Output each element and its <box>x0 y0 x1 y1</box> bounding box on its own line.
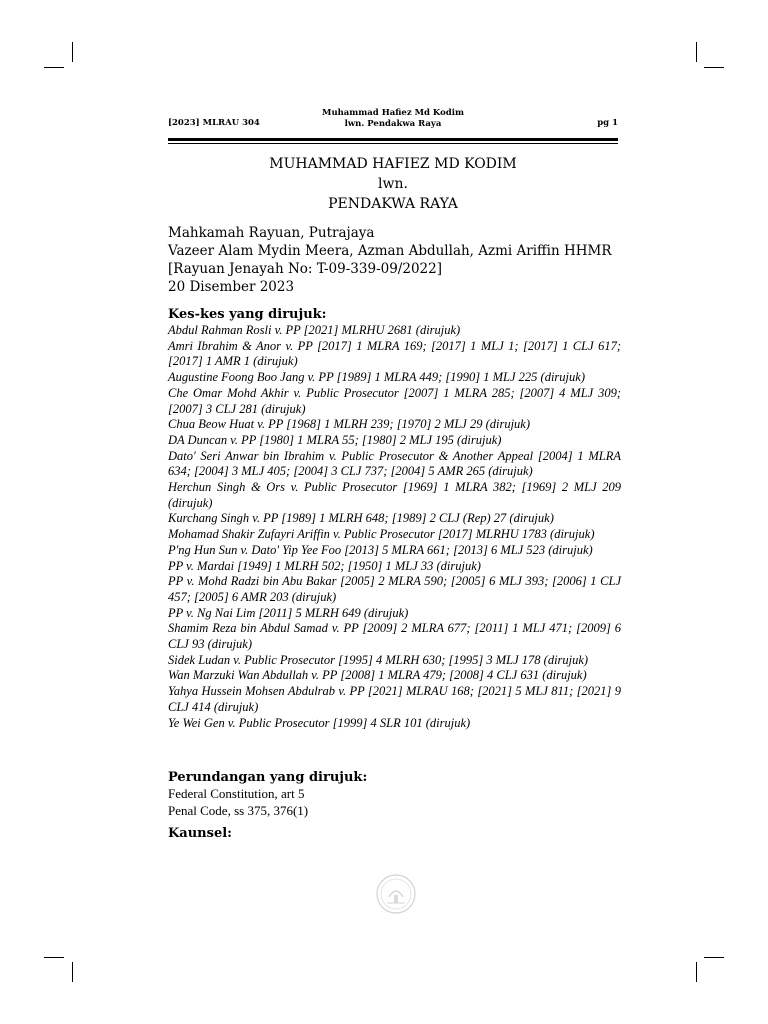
case-citation: P'ng Hun Sun v. Dato' Yip Yee Foo [2013] 5 MLRA 661; [2013] 6 MLJ 523 (dirujuk) <box>168 542 593 557</box>
case-citation: Shamim Reza bin Abdul Samad v. PP [2009] 2 MLRA 677; [2011] 1 MLJ 471; [2009] 6 CLJ 93 (dirujuk) <box>168 621 621 652</box>
legislation-item: Federal Constitution, art 5 <box>168 786 305 801</box>
header-citation: [2023] MLRAU 304 <box>168 118 260 128</box>
court-name: Mahkamah Rayuan, Putrajaya <box>168 225 375 241</box>
case-citation: Sidek Ludan v. Public Prosecutor [1995] 4 MLRH 630; [1995] 3 MLJ 178 (dirujuk) <box>168 652 589 667</box>
case-citation: DA Duncan v. PP [1980] 1 MLRA 55; [1980] 2 MLJ 195 (dirujuk) <box>168 432 502 447</box>
case-citation: Wan Marzuki Wan Abdullah v. PP [2008] 1 MLRA 479; [2008] 4 CLJ 631 (dirujuk) <box>168 668 587 683</box>
case-citation: Che Omar Mohd Akhir v. Public Prosecutor [2007] 1 MLRA 285; [2007] 4 MLJ 309; [2007] 3 CLJ 281 (dirujuk) <box>168 385 621 416</box>
header-page-number: pg 1 <box>597 118 618 128</box>
crop-mark <box>44 67 64 68</box>
case-citation: Abdul Rahman Rosli v. PP [2021] MLRHU 2681 (dirujuk) <box>168 323 461 337</box>
crop-mark <box>72 962 73 982</box>
legislation-section <box>168 770 621 819</box>
case-citation: Mohamad Shakir Zufayri Ariffin v. Public Prosecutor [2017] MLRHU 1783 (dirujuk) <box>168 527 595 542</box>
crop-mark <box>696 42 697 62</box>
judges: Vazeer Alam Mydin Meera, Azman Abdullah, Azmi Ariffin HHMR <box>168 243 612 259</box>
case-number: [Rayuan Jenayah No: T-09-339-09/2022] <box>168 261 442 277</box>
case-citation: PP v. Ng Nai Lim [2011] 5 MLRH 649 (dirujuk) <box>168 605 409 620</box>
case-citation: PP v. Mardai [1949] 1 MLRH 502; [1950] 1 MLJ 33 (dirujuk) <box>168 558 481 573</box>
case-citation: Yahya Hussein Mohsen Abdulrab v. PP [2021] MLRAU 168; [2021] 5 MLJ 811; [2021] 9 CLJ 414 (dirujuk) <box>168 684 621 714</box>
header-title-line1: Muhammad Hafiez Md Kodim <box>322 108 464 118</box>
case-citation: Dato' Seri Anwar bin Ibrahim v. Public Prosecutor & Another Appeal [2004] 1 MLRA 634; [2004] 3 MLJ 405; [2004] 3 CLJ 737; [2004] 5 AMR 265 (dirujuk) <box>168 448 621 479</box>
legislation-heading: Perundangan yang dirujuk: <box>168 770 368 785</box>
case-citation: Kurchang Singh v. PP [1989] 1 MLRH 648; [1989] 2 CLJ (Rep) 27 (dirujuk) <box>168 511 554 526</box>
cases-referred-heading: Kes-kes yang dirujuk: <box>168 307 327 322</box>
header-rule-thick <box>168 138 618 141</box>
court-details <box>168 224 628 296</box>
party-appellant: MUHAMMAD HAFIEZ MD KODIM <box>269 156 517 172</box>
cases-referred-section <box>168 306 621 731</box>
counsel-section <box>168 826 232 841</box>
counsel-heading: Kaunsel: <box>168 826 232 841</box>
case-citation: Herchun Singh & Ors v. Public Prosecutor [1969] 1 MLRA 382; [1969] 2 MLJ 209 (dirujuk) <box>168 480 621 510</box>
judgment-date: 20 Disember 2023 <box>168 279 295 295</box>
running-header <box>168 108 618 132</box>
crop-mark <box>696 962 697 982</box>
case-citation: Amri Ibrahim & Anor v. PP [2017] 1 MLRA 169; [2017] 1 MLJ 1; [2017] 1 CLJ 617; [2017] 1 AMR 1 (dirujuk) <box>168 338 621 369</box>
case-title <box>168 154 618 214</box>
versus-label: lwn. <box>378 176 408 192</box>
case-citation: PP v. Mohd Radzi bin Abu Bakar [2005] 2 MLRA 590; [2005] 6 MLJ 393; [2006] 1 CLJ 457; [2005] 6 AMR 203 (dirujuk) <box>168 574 621 604</box>
seal-icon <box>375 873 417 915</box>
party-respondent: PENDAKWA RAYA <box>328 196 458 212</box>
header-title-line2: lwn. Pendakwa Raya <box>344 119 442 129</box>
legislation-item: Penal Code, ss 375, 376(1) <box>168 803 309 818</box>
case-citation: Ye Wei Gen v. Public Prosecutor [1999] 4 SLR 101 (dirujuk) <box>168 715 471 730</box>
crop-mark <box>72 42 73 62</box>
case-citation: Augustine Foong Boo Jang v. PP [1989] 1 MLRA 449; [1990] 1 MLJ 225 (dirujuk) <box>168 370 585 385</box>
crop-mark <box>704 67 724 68</box>
crop-mark <box>44 957 64 958</box>
crop-mark <box>704 957 724 958</box>
header-rule-thin <box>168 143 618 144</box>
case-citation: Chua Beow Huat v. PP [1968] 1 MLRH 239; [1970] 2 MLJ 29 (dirujuk) <box>168 417 531 432</box>
header-running-title <box>168 108 618 130</box>
